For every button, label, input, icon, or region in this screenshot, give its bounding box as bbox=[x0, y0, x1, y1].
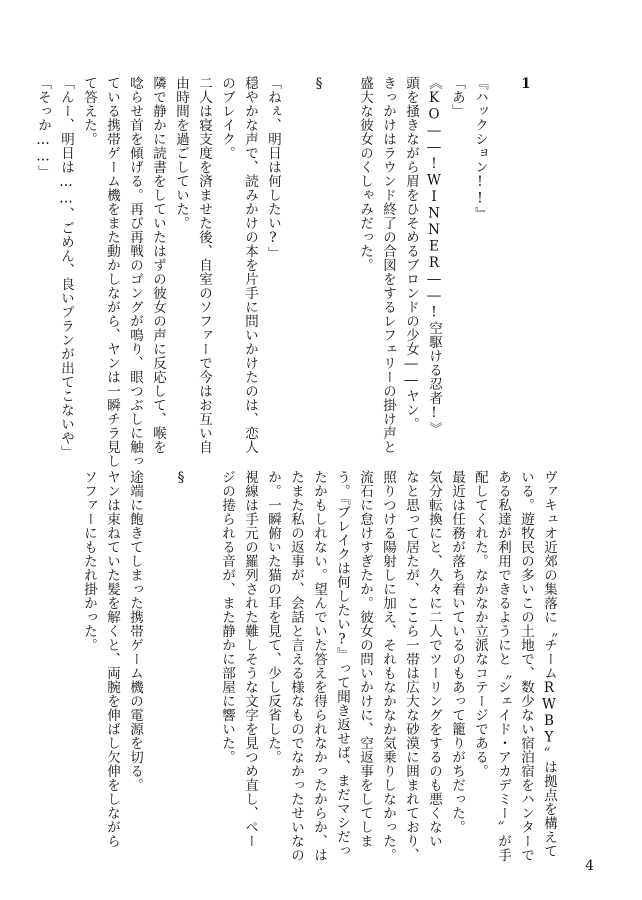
text-line: 途端に飽きてしまった携帯ゲーム機の電源を切る。 bbox=[127, 470, 143, 792]
text-line: 配してくれた。なかなか立派なコテージである。 bbox=[472, 470, 488, 778]
text-line: ヤンは束ねていた髪を解くと、両腕を伸ばし欠伸をしながら bbox=[104, 470, 120, 848]
text-line: 二人は寝支度を済ませた後、自室のソファーで今はお互い自 bbox=[196, 76, 212, 454]
text-line: か。一瞬俯いた猫の耳を見て、少し反省した。 bbox=[265, 470, 281, 764]
text-line: 「んー、明日は……、ごめん、良いプランが出てこないや」 bbox=[58, 76, 74, 459]
bottom-text-block bbox=[77, 470, 560, 862]
text-line: ている携帯ゲーム機をまた動かしながら、ヤンは一瞬チラ見し bbox=[104, 76, 120, 468]
text-line: なと思って居たが、ここら一帯は広大な砂漠に囲まれており、 bbox=[403, 470, 419, 862]
text-line: 照りつける陽射しに加え、それもなかなか気乗りしなかった。 bbox=[380, 470, 396, 862]
text-line: 頭を掻きながら眉をひそめるブロンドの少女――ヤン。 bbox=[403, 76, 419, 431]
text-line: て答えた。 bbox=[81, 76, 97, 146]
text-line: 《KO――!WINNER――!空駆ける忍者!》 bbox=[426, 76, 442, 436]
text-line: たまた私の返事が、会話と言える様なものでなかったせいなの bbox=[288, 470, 304, 862]
text-line: 視線は手元の羅列された難しそうな文字を見つめ直し、ペー bbox=[242, 470, 258, 848]
text-line: 流石に怠けすぎたか。彼女の問いかけに、空返事をしてしま bbox=[357, 470, 373, 848]
text-line: 「そっか……」 bbox=[35, 76, 51, 179]
text-line: のブレイク。 bbox=[219, 76, 235, 160]
text-line: 最近は任務が落ち着いているのもあって籠りがちだった。 bbox=[449, 470, 465, 834]
top-text-block bbox=[31, 76, 560, 466]
blank-line bbox=[192, 470, 215, 832]
text-line: ソファーにもたれ掛かった。 bbox=[81, 470, 97, 652]
text-line: § bbox=[173, 470, 189, 487]
text-line: 隣で静かに読書をしていたはずの彼女の声に反応して、喉を bbox=[150, 76, 166, 454]
blank-line bbox=[330, 76, 353, 466]
text-line: いる。遊牧民の多いこの土地で、数少ない宿泊宿をハンターで bbox=[518, 470, 534, 862]
text-line: ジの捲られる音が、また静かに部屋に響いた。 bbox=[219, 470, 235, 764]
text-line: 唸らせ首を傾げる。再び再戦のゴングが鳴り、眼つぶしに触っ bbox=[127, 76, 143, 468]
text-line: 「あ」 bbox=[449, 76, 465, 118]
text-line: 盛大な彼女のくしゃみだった。 bbox=[357, 76, 373, 272]
text-line: 『ハックション!!』 bbox=[472, 76, 488, 221]
text-line: ヴァキュオ近郊の集落に〝チームRWBY〟は拠点を構えて bbox=[541, 470, 557, 858]
blank-line bbox=[491, 76, 514, 466]
text-line: 由時間を過ごしていた。 bbox=[173, 76, 189, 230]
text-line: う。『ブレイクは何したい?』って聞き返せば、まだマシだっ bbox=[334, 470, 350, 858]
text-line: きっかけはラウンド終了の合図をするレフェリーの掛け声と bbox=[380, 76, 396, 454]
page-number: 4 bbox=[585, 858, 594, 874]
text-line: 1 bbox=[518, 76, 534, 93]
blank-line bbox=[146, 470, 169, 832]
text-line: 気分転換にと、久々に二人でツーリングをするのも悪くない bbox=[426, 470, 442, 848]
blank-line bbox=[537, 76, 560, 466]
text-line: たかもしれない。望んでいた答えを得られなかったからか、は bbox=[311, 470, 327, 862]
text-line: 穏やかな声で、読みかけの本を片手に問いかけたのは、恋人 bbox=[242, 76, 258, 454]
text-line: ある私達が利用できるようにと〝シェイド・アカデミー〟が手 bbox=[495, 470, 511, 862]
text-line: 「ねぇ、明日は何したい?」 bbox=[265, 76, 281, 261]
text-line: § bbox=[311, 76, 327, 93]
blank-line bbox=[284, 76, 307, 466]
